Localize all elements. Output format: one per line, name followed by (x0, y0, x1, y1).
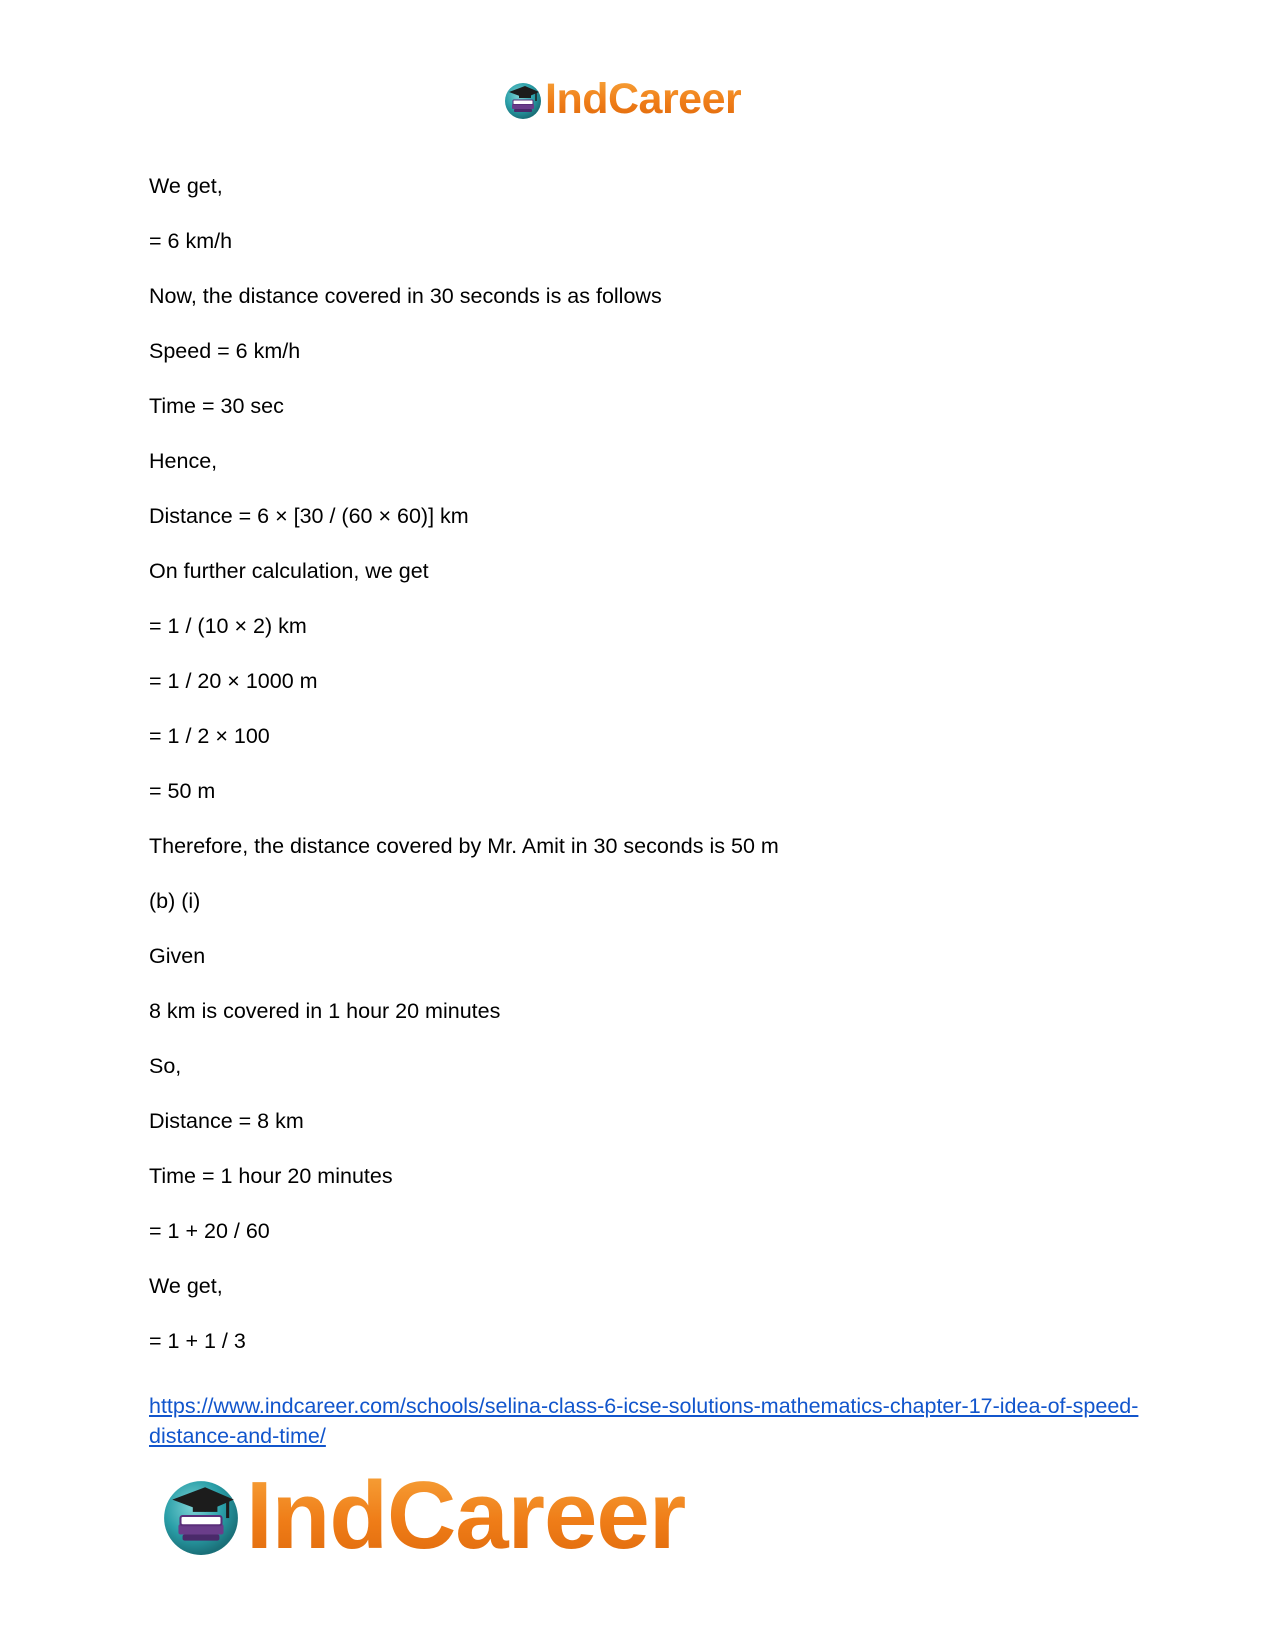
body-line: Given (149, 944, 206, 968)
body-line: = 50 m (149, 779, 216, 803)
body-line: On further calculation, we get (149, 559, 429, 583)
body-line: We get, (149, 174, 223, 198)
body-line: = 1 / (10 × 2) km (149, 614, 307, 638)
body-line: = 6 km/h (149, 229, 233, 253)
body-line: = 1 + 20 / 60 (149, 1219, 270, 1243)
document-body (149, 172, 1139, 1382)
body-line: 8 km is covered in 1 hour 20 minutes (149, 999, 501, 1023)
body-line: Hence, (149, 449, 218, 473)
body-line: = 1 / 2 × 100 (149, 724, 270, 748)
body-line: Now, the distance covered in 30 seconds is as follows (149, 284, 662, 308)
body-line: So, (149, 1054, 182, 1078)
body-line: = 1 / 20 × 1000 m (149, 669, 318, 693)
footer-logo-text: IndCareer (246, 1462, 686, 1569)
body-line: Speed = 6 km/h (149, 339, 301, 363)
body-line: Time = 1 hour 20 minutes (149, 1164, 393, 1188)
body-line: (b) (i) (149, 889, 201, 913)
graduation-cap-books-globe-icon (503, 80, 543, 120)
body-line: Distance = 8 km (149, 1109, 304, 1133)
body-line: We get, (149, 1274, 223, 1298)
body-line: Time = 30 sec (149, 394, 284, 418)
footer-logo (160, 1462, 686, 1569)
body-line: = 1 + 1 / 3 (149, 1329, 246, 1353)
body-line: Therefore, the distance covered by Mr. Amit in 30 seconds is 50 m (149, 834, 779, 858)
header-logo-text: IndCareer (545, 75, 742, 123)
source-link[interactable]: https://www.indcareer.com/schools/selina-class-6-icse-solutions-mathematics-chapter-17-idea-of-speed-distance-and-time/ (149, 1394, 1139, 1448)
header-logo (503, 75, 742, 123)
body-line: Distance = 6 × [30 / (60 × 60)] km (149, 504, 469, 528)
graduation-cap-books-globe-icon (160, 1475, 242, 1557)
